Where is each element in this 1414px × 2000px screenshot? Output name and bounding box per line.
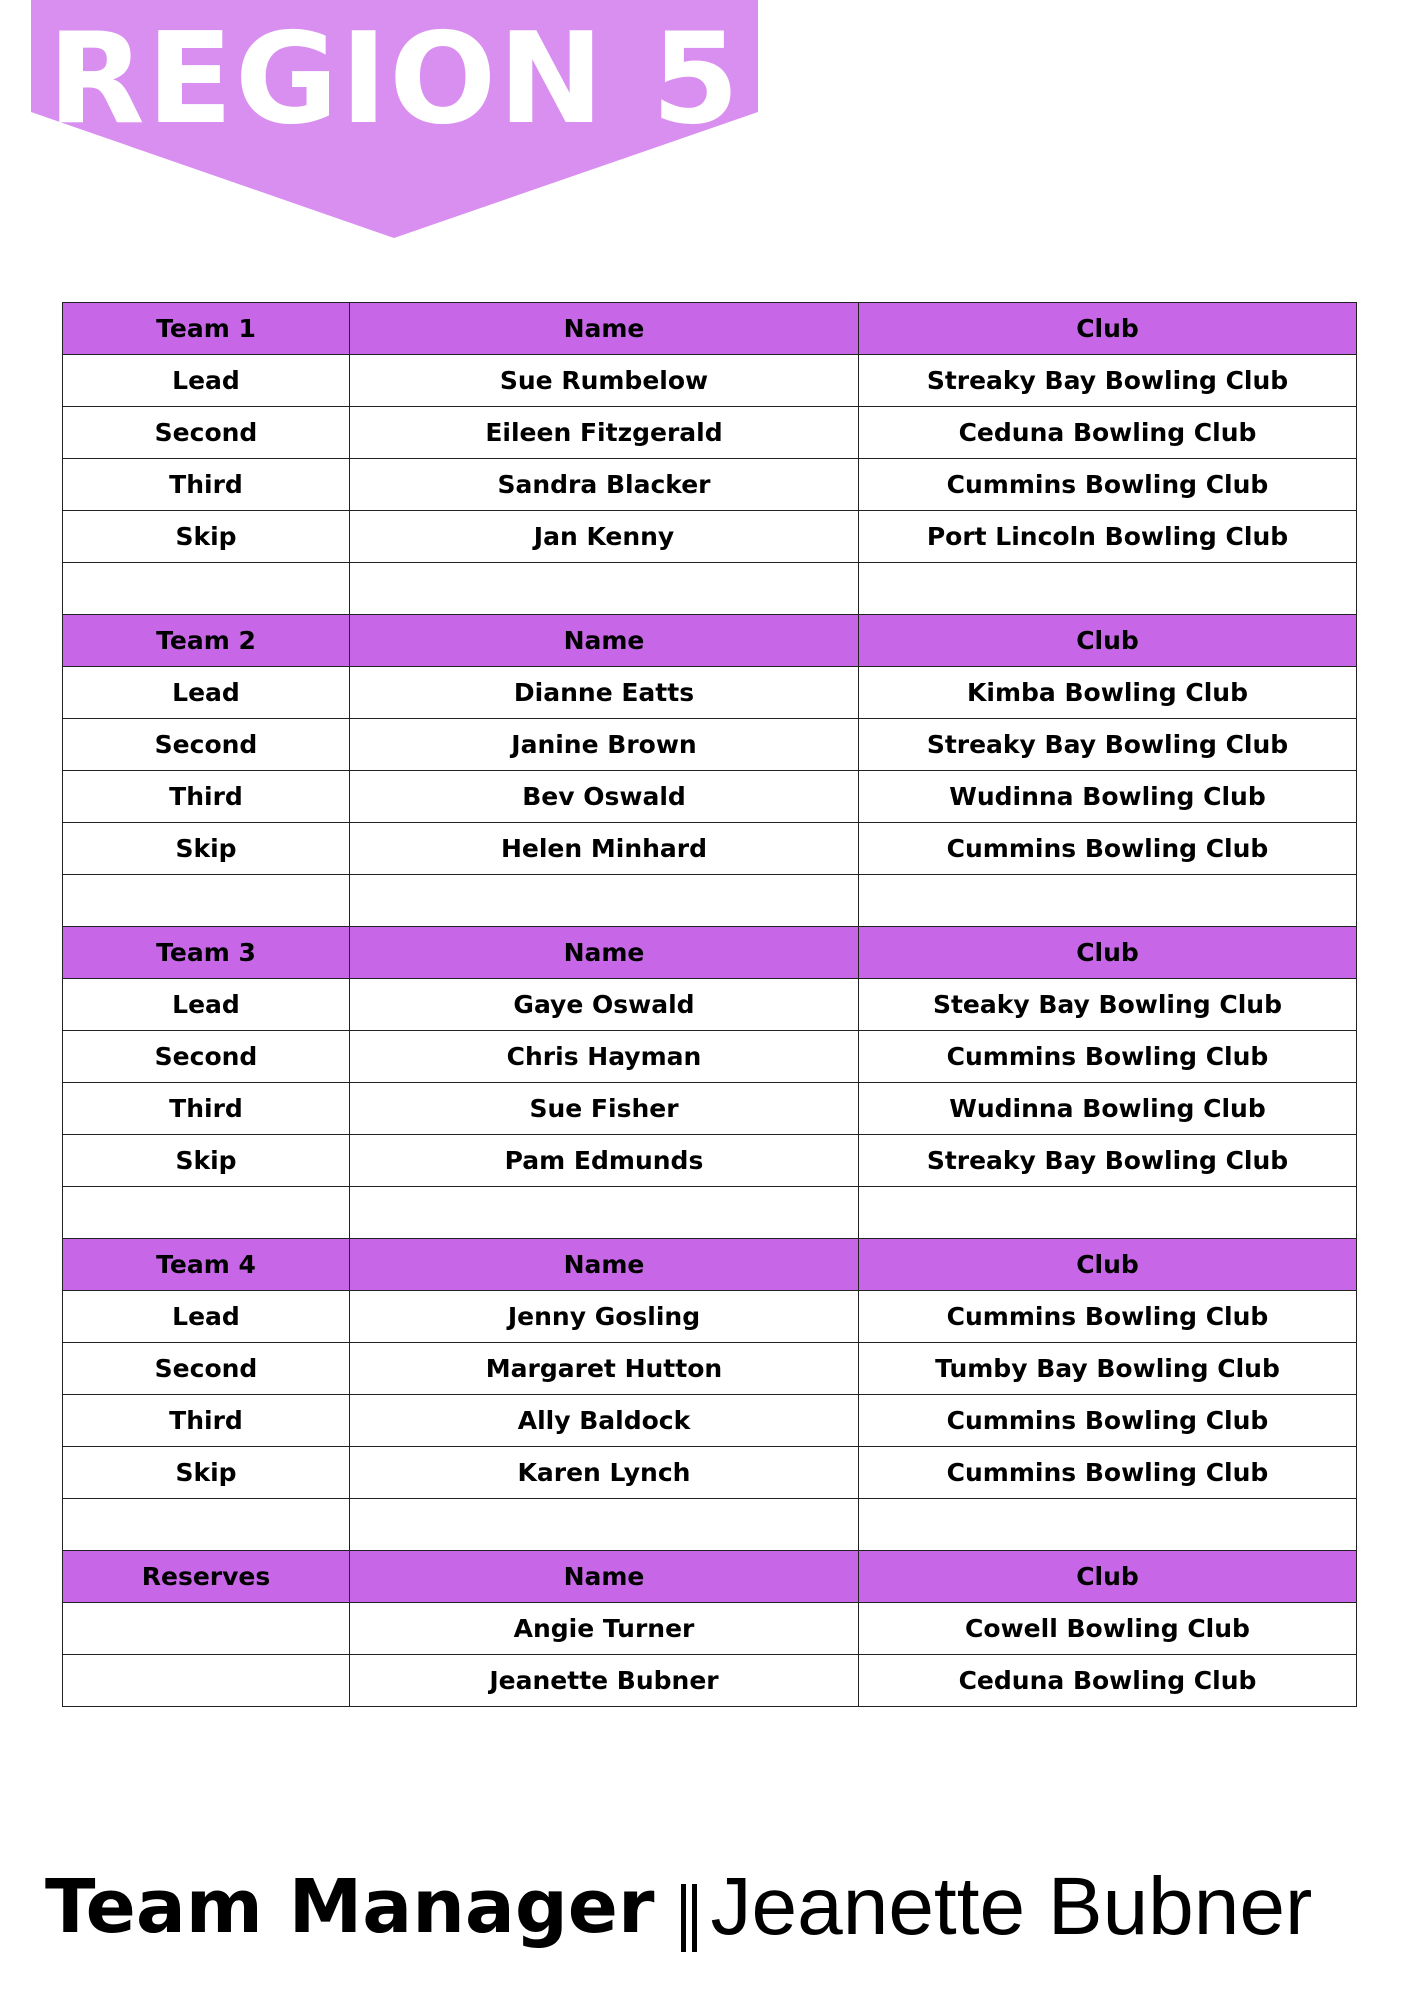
header-cell: Reserves [63,1551,350,1603]
position-cell: Lead [63,1291,350,1343]
header-cell: Team 4 [63,1239,350,1291]
player-name-cell: Jenny Gosling [350,1291,859,1343]
table-row [63,719,1357,771]
player-name-cell: Karen Lynch [350,1447,859,1499]
footer-separator [679,1884,701,1952]
header-cell: Name [350,927,859,979]
club-cell: Cummins Bowling Club [859,1291,1357,1343]
club-cell: Streaky Bay Bowling Club [859,355,1357,407]
player-name-cell: Pam Edmunds [350,1135,859,1187]
club-cell: Cowell Bowling Club [859,1603,1357,1655]
header-cell: Team 1 [63,303,350,355]
position-cell: Skip [63,1447,350,1499]
position-cell: Lead [63,979,350,1031]
player-name-cell [350,563,859,615]
position-cell: Lead [63,667,350,719]
player-name-cell: Sue Rumbelow [350,355,859,407]
player-name-cell: Gaye Oswald [350,979,859,1031]
section-header-row [63,1551,1357,1603]
header-cell: Club [859,615,1357,667]
player-name-cell: Dianne Eatts [350,667,859,719]
table-row [63,875,1357,927]
player-name-cell: Bev Oswald [350,771,859,823]
table-row [63,407,1357,459]
position-cell: Skip [63,1135,350,1187]
player-name-cell: Eileen Fitzgerald [350,407,859,459]
club-cell: Cummins Bowling Club [859,1031,1357,1083]
table-row [63,355,1357,407]
club-cell: Streaky Bay Bowling Club [859,719,1357,771]
position-cell [63,1603,350,1655]
header-cell: Club [859,1239,1357,1291]
position-cell: Third [63,1083,350,1135]
player-name-cell: Chris Hayman [350,1031,859,1083]
table-row [63,563,1357,615]
player-name-cell: Helen Minhard [350,823,859,875]
table-row [63,1395,1357,1447]
player-name-cell [350,1499,859,1551]
club-cell: Steaky Bay Bowling Club [859,979,1357,1031]
header-cell: Name [350,303,859,355]
club-cell: Cummins Bowling Club [859,459,1357,511]
club-cell: Port Lincoln Bowling Club [859,511,1357,563]
club-cell [859,1499,1357,1551]
team-manager-footer [45,1862,1405,1952]
player-name-cell [350,1187,859,1239]
section-header-row [63,615,1357,667]
header-cell: Club [859,1551,1357,1603]
table-row [63,1291,1357,1343]
header-cell: Club [859,303,1357,355]
table-row [63,771,1357,823]
table-row [63,1655,1357,1707]
position-cell: Second [63,719,350,771]
position-cell: Second [63,1031,350,1083]
region-title: REGION 5 [47,5,742,152]
footer-role-label: Team Manager [45,1864,655,1950]
position-cell: Lead [63,355,350,407]
position-cell: Second [63,1343,350,1395]
header-cell: Team 2 [63,615,350,667]
position-cell [63,875,350,927]
table-row [63,1499,1357,1551]
table-row [63,1603,1357,1655]
position-cell [63,1499,350,1551]
position-cell: Third [63,459,350,511]
table-row [63,823,1357,875]
club-cell: Ceduna Bowling Club [859,1655,1357,1707]
position-cell [63,563,350,615]
table-row [63,1031,1357,1083]
club-cell [859,563,1357,615]
position-cell: Second [63,407,350,459]
table-row [63,979,1357,1031]
header-cell: Team 3 [63,927,350,979]
position-cell: Third [63,771,350,823]
table-row [63,1343,1357,1395]
position-cell: Skip [63,511,350,563]
table-row [63,667,1357,719]
footer-manager-name: Jeanette Bubner [710,1861,1313,1952]
club-cell [859,875,1357,927]
team-roster-table [62,302,1357,1707]
player-name-cell: Jeanette Bubner [350,1655,859,1707]
club-cell [859,1187,1357,1239]
player-name-cell: Janine Brown [350,719,859,771]
header-cell: Name [350,615,859,667]
player-name-cell: Ally Baldock [350,1395,859,1447]
section-header-row [63,927,1357,979]
player-name-cell [350,875,859,927]
position-cell: Third [63,1395,350,1447]
table-row [63,511,1357,563]
table-row [63,459,1357,511]
player-name-cell: Sandra Blacker [350,459,859,511]
section-header-row [63,303,1357,355]
club-cell: Wudinna Bowling Club [859,771,1357,823]
position-cell [63,1655,350,1707]
player-name-cell: Margaret Hutton [350,1343,859,1395]
club-cell: Kimba Bowling Club [859,667,1357,719]
club-cell: Cummins Bowling Club [859,1395,1357,1447]
position-cell [63,1187,350,1239]
player-name-cell: Angie Turner [350,1603,859,1655]
club-cell: Tumby Bay Bowling Club [859,1343,1357,1395]
section-header-row [63,1239,1357,1291]
club-cell: Cummins Bowling Club [859,823,1357,875]
club-cell: Wudinna Bowling Club [859,1083,1357,1135]
header-cell: Name [350,1551,859,1603]
club-cell: Ceduna Bowling Club [859,407,1357,459]
table-row [63,1187,1357,1239]
club-cell: Streaky Bay Bowling Club [859,1135,1357,1187]
header-cell: Club [859,927,1357,979]
position-cell: Skip [63,823,350,875]
table-row [63,1083,1357,1135]
table-row [63,1447,1357,1499]
roster-body [63,303,1357,1707]
table-row [63,1135,1357,1187]
club-cell: Cummins Bowling Club [859,1447,1357,1499]
region-banner [31,0,758,240]
player-name-cell: Sue Fisher [350,1083,859,1135]
player-name-cell: Jan Kenny [350,511,859,563]
header-cell: Name [350,1239,859,1291]
